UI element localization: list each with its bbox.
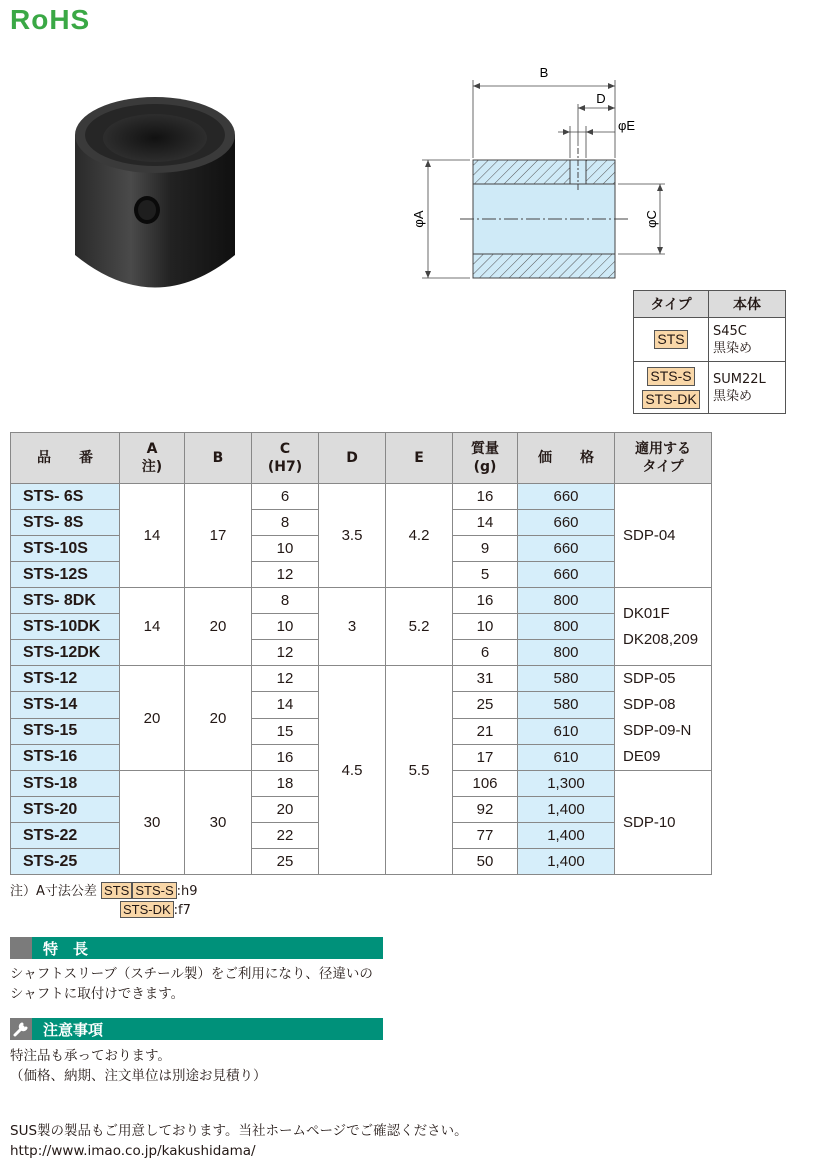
footer-url[interactable]: http://www.imao.co.jp/kakushidama/	[10, 1143, 256, 1159]
applicable-type-item: SDP-05	[623, 670, 676, 687]
table-row	[11, 484, 712, 510]
part-number: STS-12DK	[11, 640, 120, 666]
dim-a: 14	[120, 588, 185, 666]
price: 580	[518, 666, 615, 692]
spec-table	[10, 432, 712, 875]
col-part: 品 番	[11, 433, 120, 484]
dim-e: 5.2	[386, 588, 453, 666]
price: 1,300	[518, 771, 615, 797]
mass: 31	[453, 666, 518, 692]
square-icon	[10, 937, 32, 959]
part-number: STS-10DK	[11, 614, 120, 640]
dim-a: 14	[120, 484, 185, 588]
dim-d: 4.5	[319, 666, 386, 875]
material-line: 黒染め	[713, 388, 753, 404]
dim-c: 10	[252, 536, 319, 562]
mass: 6	[453, 640, 518, 666]
price: 800	[518, 588, 615, 614]
applicable-type	[615, 484, 712, 588]
price: 800	[518, 640, 615, 666]
mass: 14	[453, 510, 518, 536]
mass: 5	[453, 562, 518, 588]
caution-title: 注意事項	[43, 1021, 104, 1039]
col-c: C (H7)	[252, 433, 319, 484]
type-tag-sts-dk: STS-DK	[642, 390, 699, 409]
applicable-type-item: SDP-08	[623, 696, 676, 713]
mass: 21	[453, 718, 518, 744]
dim-d: 3.5	[319, 484, 386, 588]
mass: 50	[453, 849, 518, 875]
dimension-drawing	[400, 60, 690, 290]
footer-line: SUS製の製品もご用意しております。当社ホームページでご確認ください。	[10, 1123, 468, 1139]
dim-c: 14	[252, 692, 319, 718]
dim-b: 30	[185, 771, 252, 875]
dim-c: 10	[252, 614, 319, 640]
part-number: STS-12	[11, 666, 120, 692]
features-header	[10, 937, 383, 959]
type-header: タイプ	[634, 291, 709, 318]
applicable-type-item: DE09	[623, 748, 661, 765]
part-number: STS-14	[11, 692, 120, 718]
dim-c: 12	[252, 666, 319, 692]
price: 660	[518, 484, 615, 510]
material-line: SUM22L	[713, 371, 766, 387]
mass: 106	[453, 771, 518, 797]
caution-text: 特注品も承っております。 （価格、納期、注文単位は別途お見積り）	[10, 1048, 267, 1084]
mass: 77	[453, 823, 518, 849]
part-number: STS-22	[11, 823, 120, 849]
dim-c: 15	[252, 718, 319, 744]
applicable-type	[615, 666, 712, 771]
part-number: STS-10S	[11, 536, 120, 562]
wrench-icon	[10, 1018, 32, 1040]
dim-c: 6	[252, 484, 319, 510]
mass: 10	[453, 614, 518, 640]
applicable-type	[615, 771, 712, 875]
applicable-type-item: SDP-04	[623, 526, 676, 544]
applicable-type-item: DK208,209	[623, 630, 699, 648]
part-number: STS-20	[11, 797, 120, 823]
price: 660	[518, 510, 615, 536]
part-number: STS- 8S	[11, 510, 120, 536]
dim-c: 20	[252, 797, 319, 823]
material-line: S45C	[713, 323, 747, 339]
material-header: 本体	[709, 291, 786, 318]
label-d: D	[596, 91, 606, 106]
col-mass: 質量 (g)	[453, 433, 518, 484]
dim-c: 8	[252, 510, 319, 536]
price: 660	[518, 562, 615, 588]
mass: 25	[453, 692, 518, 718]
price: 1,400	[518, 797, 615, 823]
part-number: STS- 8DK	[11, 588, 120, 614]
mass: 92	[453, 797, 518, 823]
price: 610	[518, 718, 615, 744]
mass: 16	[453, 484, 518, 510]
note-prefix: 注）A寸法公差	[10, 884, 97, 899]
dim-c: 8	[252, 588, 319, 614]
note-f7: :f7	[173, 903, 191, 918]
product-photo	[55, 80, 255, 310]
col-e: E	[386, 433, 453, 484]
col-a: A 注)	[120, 433, 185, 484]
mass: 9	[453, 536, 518, 562]
type-material-table	[633, 290, 786, 414]
rohs-logo: RoHS	[10, 4, 91, 35]
label-b: B	[539, 65, 549, 80]
table-row	[11, 666, 712, 692]
part-number: STS-12S	[11, 562, 120, 588]
dim-b: 17	[185, 484, 252, 588]
dim-b: 20	[185, 588, 252, 666]
part-number: STS-15	[11, 718, 120, 744]
part-number: STS- 6S	[11, 484, 120, 510]
price: 800	[518, 614, 615, 640]
dim-c: 12	[252, 640, 319, 666]
tolerance-note-2	[120, 901, 191, 918]
mass: 17	[453, 744, 518, 770]
note-tag-sts-s: STS-S	[132, 882, 176, 899]
price: 660	[518, 536, 615, 562]
price: 1,400	[518, 849, 615, 875]
label-e: φE	[618, 118, 636, 133]
dim-c: 12	[252, 562, 319, 588]
applicable-type-item: SDP-10	[623, 813, 676, 831]
mass: 16	[453, 588, 518, 614]
material-line: 黒染め	[713, 340, 753, 356]
applicable-type-item: SDP-09-N	[623, 722, 692, 739]
type-tag-sts-s: STS-S	[647, 367, 694, 386]
note-tag-sts-dk: STS-DK	[120, 901, 174, 918]
features-text: シャフトスリーブ（スチール製）をご利用になり、径違いの シャフトに取付けできます。	[10, 966, 373, 1002]
note-h9: :h9	[176, 884, 198, 899]
features-title: 特 長	[43, 940, 89, 958]
caution-header	[10, 1018, 383, 1040]
dim-c: 22	[252, 823, 319, 849]
applicable-type	[615, 588, 712, 666]
tolerance-note	[10, 880, 198, 899]
type-tag-sts: STS	[654, 330, 687, 349]
price: 580	[518, 692, 615, 718]
dim-c: 18	[252, 771, 319, 797]
col-d: D	[319, 433, 386, 484]
price: 610	[518, 744, 615, 770]
col-price: 価 格	[518, 433, 615, 484]
col-b: B	[185, 433, 252, 484]
dim-c: 25	[252, 849, 319, 875]
table-row	[11, 588, 712, 614]
dim-b: 20	[185, 666, 252, 771]
part-number: STS-16	[11, 744, 120, 770]
col-app: 適用する タイプ	[615, 433, 712, 484]
dim-a: 20	[120, 666, 185, 771]
dim-d: 3	[319, 588, 386, 666]
dim-a: 30	[120, 771, 185, 875]
label-a: φA	[411, 210, 426, 228]
part-number: STS-25	[11, 849, 120, 875]
dim-e: 4.2	[386, 484, 453, 588]
spec-table-body	[11, 484, 712, 875]
dim-e: 5.5	[386, 666, 453, 875]
applicable-type-item: DK01F	[623, 604, 670, 622]
dim-c: 16	[252, 744, 319, 770]
footer-text	[10, 1121, 468, 1161]
label-c: φC	[644, 210, 659, 228]
part-number: STS-18	[11, 771, 120, 797]
price: 1,400	[518, 823, 615, 849]
note-tag-sts: STS	[101, 882, 132, 899]
